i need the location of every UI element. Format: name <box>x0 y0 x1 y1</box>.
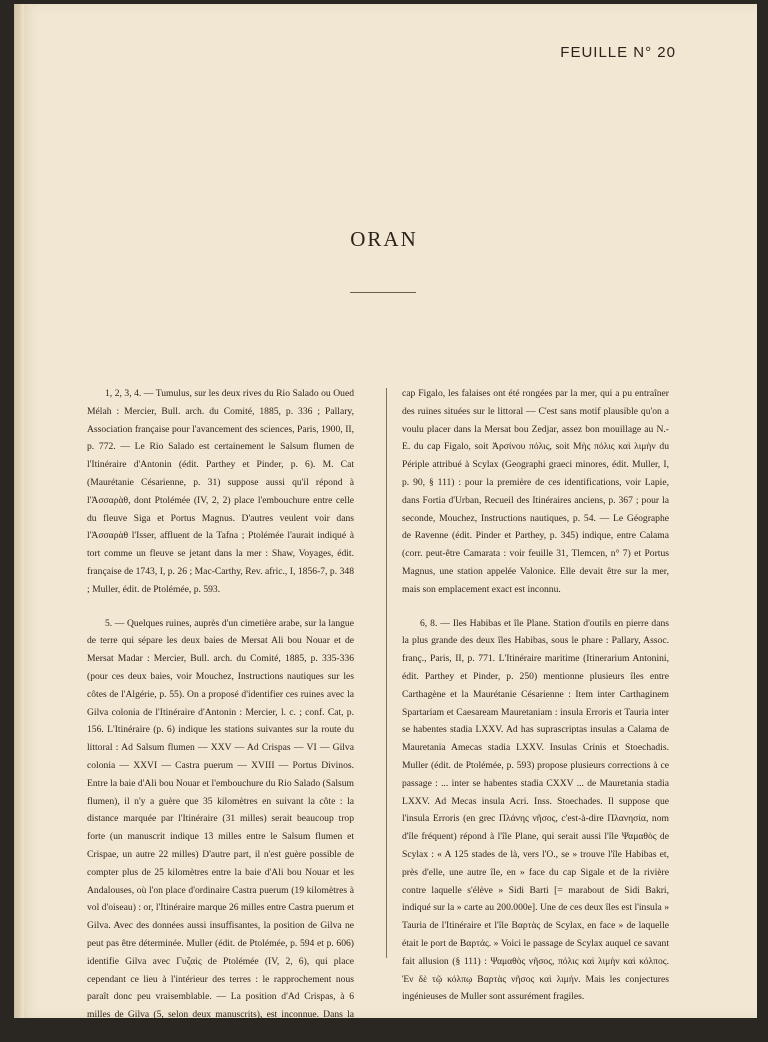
page-title: ORAN <box>350 227 418 251</box>
page-gutter <box>18 4 24 1018</box>
right-column <box>402 385 669 1006</box>
sheet-number: FEUILLE N° 20 <box>560 44 676 61</box>
column-divider <box>386 388 387 958</box>
entry-5-continued: cap Figalo, les falaises ont été rongées par la mer, qui a pu entraîner des ruines situées sur le littoral — C'est sans motif plausible qu'on a voulu placer dans la Mersat bou Zedjar, assez bon mouillage au N.-E. du cap Figalo, soit Ἀρσίνου πόλις, soit Μὴς πόλις καὶ λιμὴν du Périple attribué à Scylax (Geographi graeci minores, édit. Muller, I, p. 90, § 111) : pour la première de ces identifications, voir Lapie, dans Fortia d'Urban, Recueil des Itinéraires anciens, p. 367 ; pour la seconde, Mouchez, Instructions nautiques, p. 54. — Le Géographe de Ravenne (édit. Pinder et Parthey, p. 345) indique, entre Calama (corr. peut-être Camarata : voir feuille 31, Tlemcen, n° 7) et Portus Magnus, une station appelée Valonice. Elle devait être sur la mer, mais son emplacement exact est inconnu. <box>402 388 669 595</box>
left-column <box>87 385 354 1042</box>
entry-6-8: 6, 8. — Iles Habibas et île Plane. Station d'outils en pierre dans la plus grande des deux îles Habibas, sous le phare : Pallary, Assoc. franç., Paris, II, p. 771. L'Itinéraire maritime (Itinerarium Antonini, édit. Parthey et Pinder, p. 250) mentionne plusieurs îles entre Carthagène et la Maurétanie Césarienne : Item inter Carthaginem Spartariam et Caesaream Mauretaniam : insula Erroris et Tauria inter se habentes stadia LXXV. Ad has suprascriptas insulas a Calama de Mauretania Amecas stadia LXXV. Insulas Crinis et Stoechadis. Muller (édit. de Ptolémée, p. 593) propose plusieurs corrections à ce passage : ... inter se habentes stadia CXXV ... de Mauretania stadia LXXV. Ad Mecas insula Acri. Inss. Stoechades. Il suppose que l'insula Erroris (en grec Πλάνης νῆσος, c'est-à-dire Πλανησία, nom d'île fréquent) répond à l'île Plane, qui serait aussi l'île Ψαμαθὸς de Scylax : « A 125 stades de là, vers l'O., se » trouve l'île Habibas et, près d'elle, une autre île, en » face du cap Sigale et de la rivière contre laquelle s'élève » Sidi Barti [= marabout de Sidi Bakri, indiqué sur la » carte au 200.000e]. Une de ces deux îles est l'insula » Tauria de l'Itinéraire et l'île Βαρτὰς de Scylax, en face » de laquelle était le port de Βαρτάς. » Voici le passage de Scylax auquel ce savant fait allusion (§ 111) : Ψαμαθὸς νῆσος, πόλις καὶ λιμὴν καὶ κόλπος. Ἐν δὲ τῷ κόλπῳ Βαρτὰς νῆσος καὶ λιμήν. Mais les conjectures ingénieuses de Muller sont assurément fragiles. <box>402 617 669 1003</box>
entry-5: 5. — Quelques ruines, auprès d'un cimetière arabe, sur la langue de terre qui sépare les deux baies de Mersat Ali bou Nouar et de Mersat Madar : Mercier, Bull. arch. du Comité, 1885, p. 335-336 (pour ces deux baies, voir Mouchez, Instructions nautiques sur les côtes de l'Algérie, p. 55). On a proposé d'identifier ces ruines avec la Gilva colonia de l'Itinéraire d'Antonin : Mercier, l. c. ; conf. Cat, p. 156. L'Itinéraire (p. 6) indique les stations suivantes sur la route du littoral : Ad Salsum flumen — XXV — Ad Crispas — VI — Gilva colonia — XXVI — Castra puerum — XVIII — Portus Divinos. Entre la baie d'Ali bou Nouar et l'embouchure du Rio Salado (Salsum flumen), il n'y a guère que 35 kilomètres en suivant la côte : la distance marquée par l'Itinéraire (31 milles) serait beaucoup trop forte (un manuscrit indique 13 milles entre le Salsum flumen et Crispae, un autre 22 milles) D'autre part, il n'est guère possible de compter plus de 25 kilomètres entre la baie d'Ali bou Nouar et les Andalouses, où l'on place d'ordinaire Castra puerum (19 kilomètres à vol d'oiseau) : or, l'Itinéraire marque 26 milles entre Castra puerum et Gilva. Avec des données aussi insuffisantes, la position de Gilva ne peut pas être déterminée. Muller (édit. de Ptolémée, p. 594 et p. 606) identifie Gilva avec Γυζαὶς de Ptolémée (IV, 2, 6), qui place cependant ce lieu à l'intérieur des terres : le rapprochement nous paraît donc peu vraisemblable. — La position d'Ad Crispas, à 6 milles de Gilva (5, selon deux manuscrits), est inconnue. Dans la région du <box>87 617 354 1038</box>
title-rule <box>350 292 416 293</box>
entry-1-4: 1, 2, 3, 4. — Tumulus, sur les deux rives du Rio Salado ou Oued Mélah : Mercier, Bull. arch. du Comité, 1885, p. 336 ; Pallary, Association française pour l'avancement des sciences, Paris, 1900, II, p. 772. — Le Rio Salado est certainement le Salsum flumen de l'Itinéraire d'Antonin (édit. Parthey et Pinder, p. 6). M. Cat (Maurétanie Césarienne, p. 31) suppose aussi qu'il répond à l'Ἀσσαρὰθ, dont Ptolémée (IV, 2, 2) place l'embouchure entre celle du fleuve Siga et Portus Magnus. D'autres veulent voir dans l'Ἀσσαρὰθ l'Isser, affluent de la Tafna ; Ptolémée l'aurait indiqué à tort comme un fleuve se jetant dans la mer : Shaw, Voyages, édit. française de 1743, I, p. 26 ; Mac-Carthy, Rev. afric., I, 1856-7, p. 348 ; Muller, édit. de Ptolémée, p. 593. <box>87 388 354 595</box>
